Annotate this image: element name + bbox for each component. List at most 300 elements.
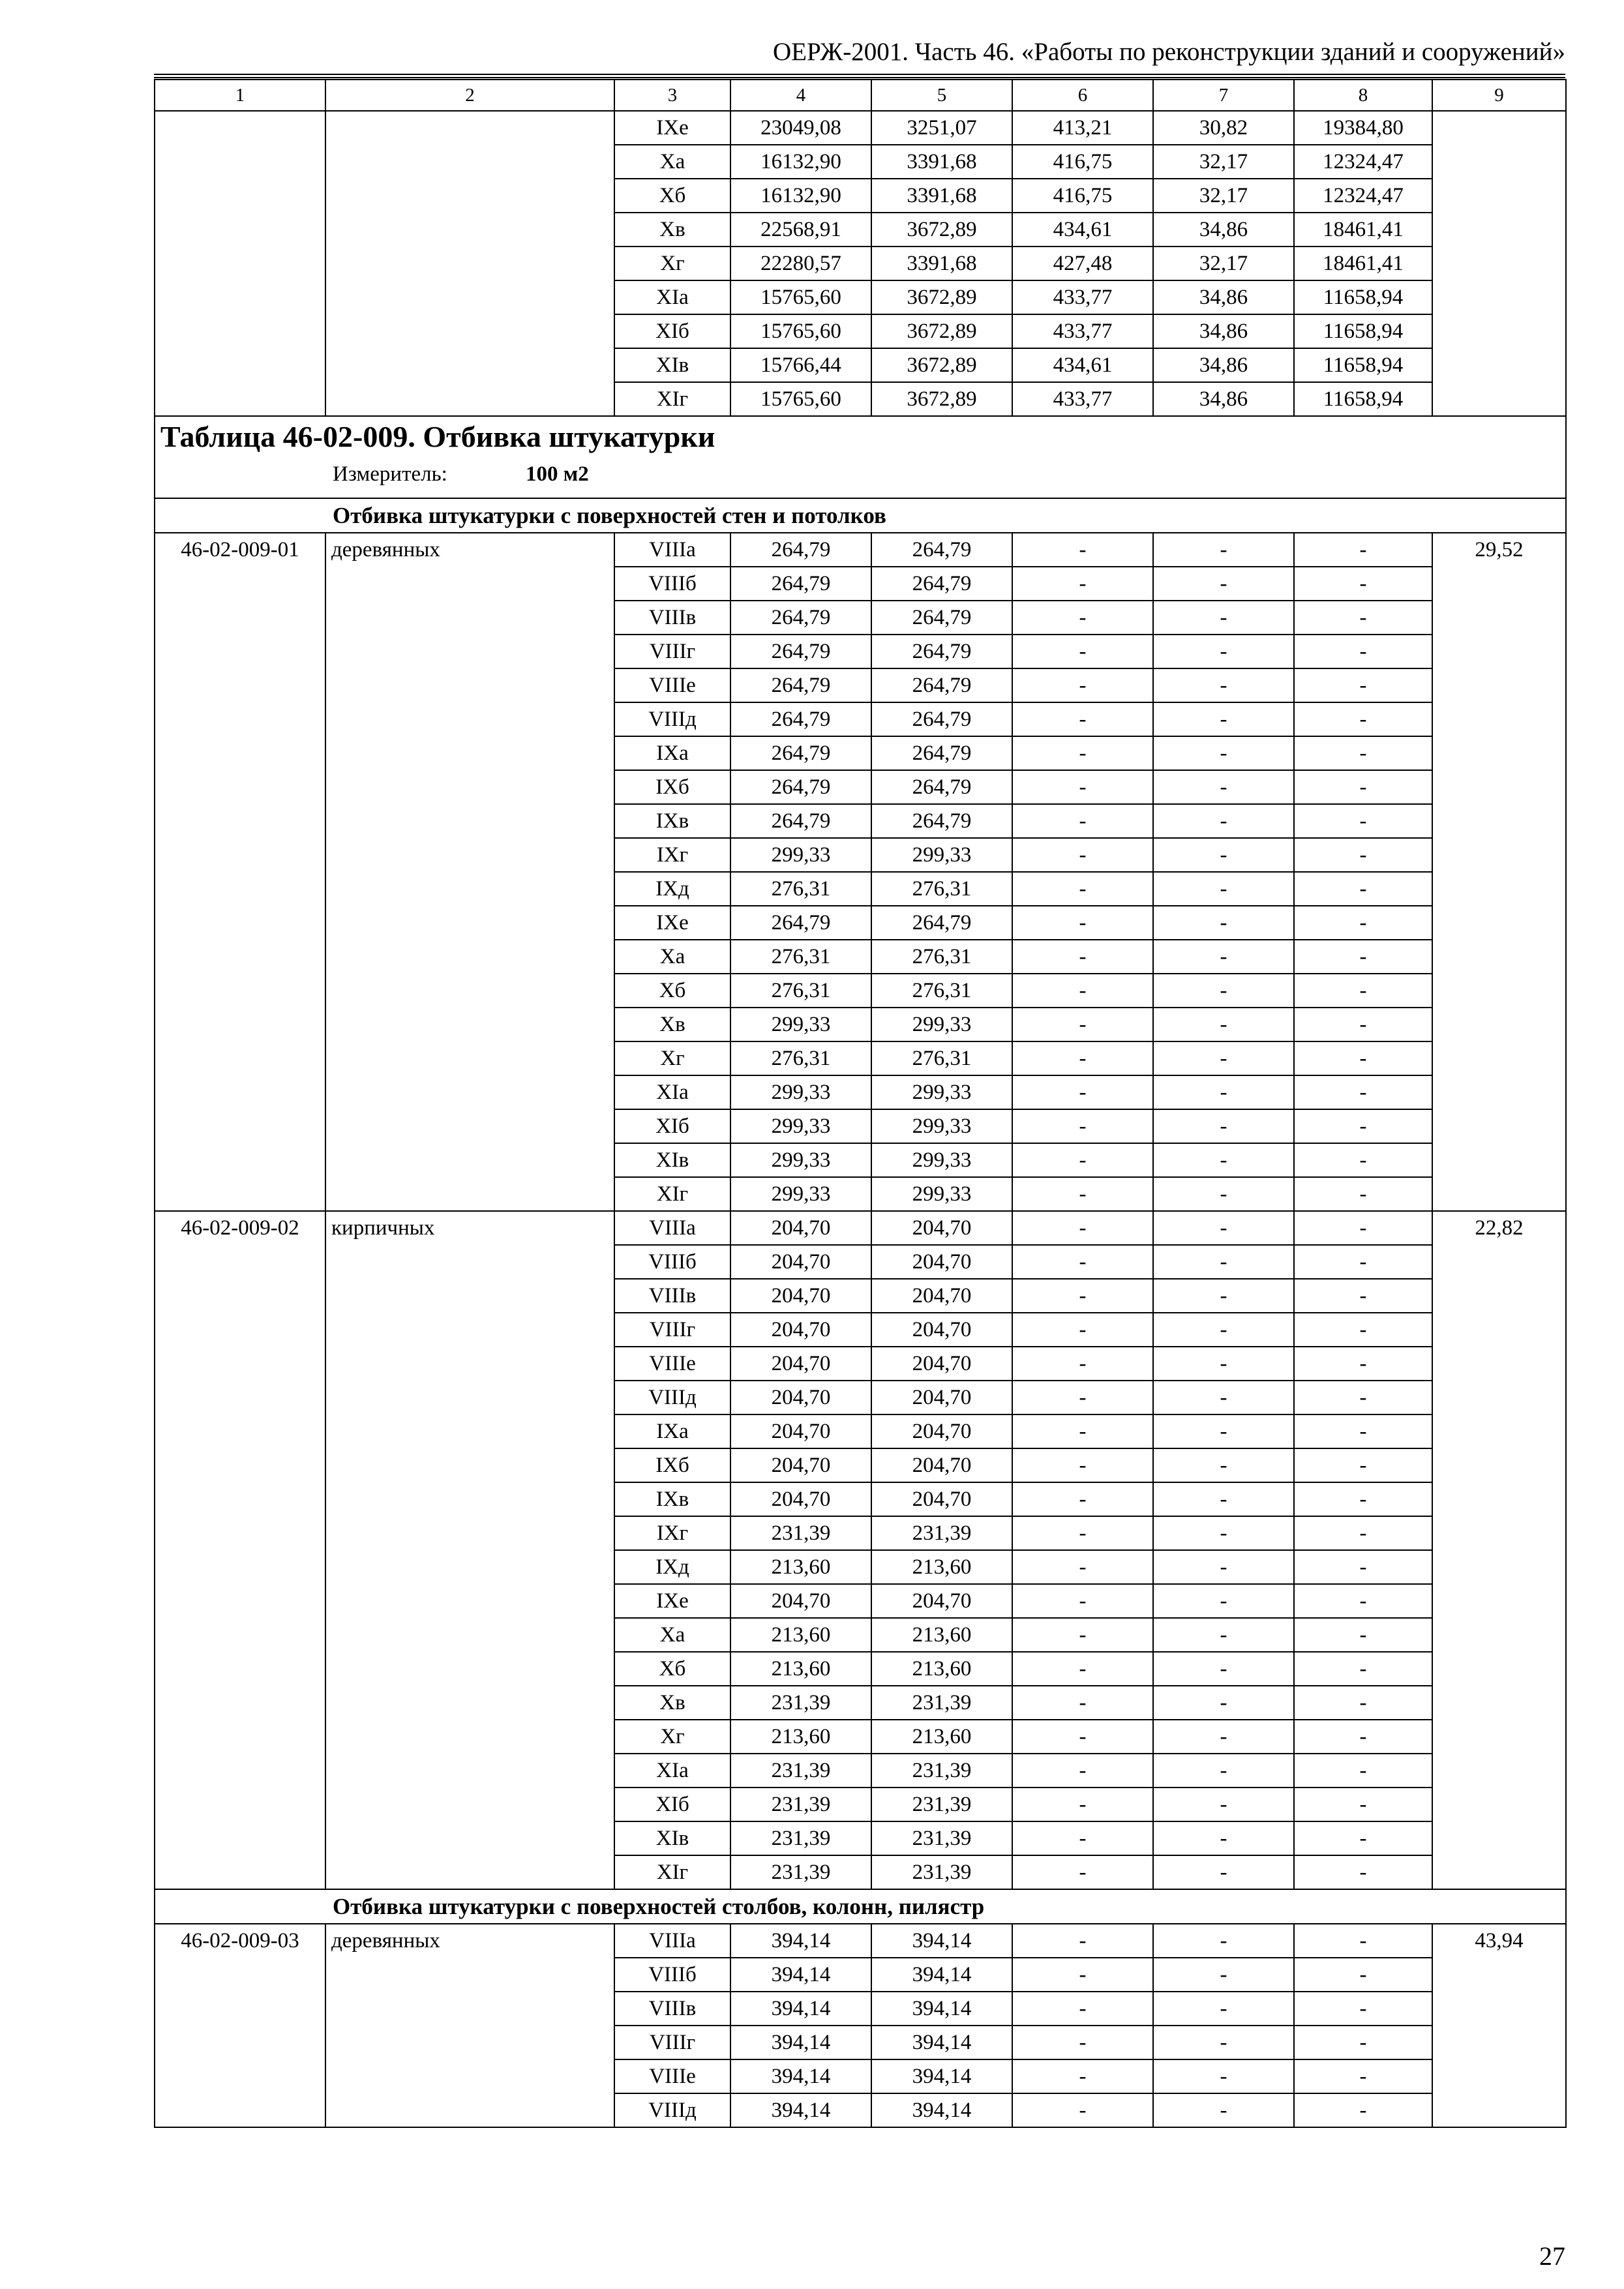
value-cell: - — [1294, 1381, 1432, 1414]
value-cell: - — [1294, 1686, 1432, 1720]
value-cell: 204,70 — [730, 1584, 871, 1618]
value-cell: - — [1012, 533, 1153, 567]
value-cell: - — [1153, 1788, 1294, 1821]
value-cell: - — [1153, 1584, 1294, 1618]
value-cell: - — [1294, 1754, 1432, 1788]
value-cell: 394,14 — [730, 2059, 871, 2093]
value-cell: - — [1012, 1347, 1153, 1381]
value-cell: 264,79 — [730, 533, 871, 567]
value-cell: - — [1012, 1008, 1153, 1041]
value-cell: 30,82 — [1153, 111, 1294, 145]
value-cell: - — [1153, 1720, 1294, 1754]
value-cell: VIIIд — [614, 2093, 730, 2127]
value-cell: 264,79 — [871, 702, 1012, 736]
value-cell: - — [1153, 1992, 1294, 2026]
value-cell: - — [1153, 1516, 1294, 1550]
value-cell: 3391,68 — [871, 179, 1012, 213]
value-cell: VIIIа — [614, 533, 730, 567]
value-cell: VIIIб — [614, 567, 730, 601]
value-cell: - — [1012, 1550, 1153, 1584]
value-cell: 204,70 — [871, 1313, 1012, 1347]
value-cell: 299,33 — [730, 838, 871, 872]
value-cell: 264,79 — [730, 702, 871, 736]
value-cell: - — [1294, 1855, 1432, 1889]
value-cell: 231,39 — [730, 1754, 871, 1788]
value-cell: 231,39 — [730, 1788, 871, 1821]
value-cell: Xв — [614, 1686, 730, 1720]
value-cell: - — [1012, 838, 1153, 872]
value-cell: IXг — [614, 838, 730, 872]
value-cell: - — [1012, 2059, 1153, 2093]
value-cell: - — [1153, 1075, 1294, 1109]
value-cell: 213,60 — [871, 1550, 1012, 1584]
value-cell: 213,60 — [871, 1618, 1012, 1652]
value-cell: IXв — [614, 1482, 730, 1516]
value-cell: 34,86 — [1153, 382, 1294, 416]
value-cell: - — [1012, 601, 1153, 635]
value-cell: IXе — [614, 1584, 730, 1618]
value-cell: 394,14 — [730, 1958, 871, 1992]
value-cell: - — [1012, 1754, 1153, 1788]
value-cell: 264,79 — [730, 601, 871, 635]
work-name-cell: деревянных — [325, 1924, 614, 2127]
value-cell: 204,70 — [730, 1414, 871, 1448]
value-cell: XIа — [614, 1075, 730, 1109]
value-cell: 213,60 — [730, 1550, 871, 1584]
value-cell: 19384,80 — [1294, 111, 1432, 145]
value-cell: 213,60 — [730, 1720, 871, 1754]
value-cell: - — [1153, 974, 1294, 1008]
section-heading: Отбивка штукатурки с поверхностей столбов, колонн, пилястр — [155, 1889, 1566, 1924]
value-cell: 264,79 — [871, 770, 1012, 804]
value-cell: VIIIе — [614, 1347, 730, 1381]
value-cell: VIIIа — [614, 1924, 730, 1958]
value-cell: - — [1294, 1992, 1432, 2026]
value-cell: - — [1012, 1992, 1153, 2026]
section-heading-row — [155, 1889, 1566, 1924]
value-cell: - — [1012, 1584, 1153, 1618]
value-cell: 264,79 — [871, 736, 1012, 770]
value-cell: - — [1294, 736, 1432, 770]
value-cell: - — [1153, 1143, 1294, 1177]
value-cell: 264,79 — [730, 736, 871, 770]
value-cell: - — [1294, 1075, 1432, 1109]
value-cell: - — [1153, 1821, 1294, 1855]
value-cell: 204,70 — [730, 1482, 871, 1516]
value-cell: IXв — [614, 804, 730, 838]
value-cell: 276,31 — [871, 940, 1012, 974]
value-cell: VIIIб — [614, 1958, 730, 1992]
value-cell: 204,70 — [730, 1347, 871, 1381]
value-cell: - — [1012, 1211, 1153, 1245]
value-cell: 264,79 — [871, 804, 1012, 838]
value-cell: - — [1153, 1958, 1294, 1992]
value-cell: 394,14 — [871, 2059, 1012, 2093]
value-cell: 204,70 — [730, 1279, 871, 1313]
value-cell: 264,79 — [871, 906, 1012, 940]
table-row — [155, 1924, 1566, 1958]
value-cell: - — [1153, 736, 1294, 770]
value-cell: - — [1294, 1245, 1432, 1279]
value-cell: 3672,89 — [871, 348, 1012, 382]
value-cell: 231,39 — [871, 1821, 1012, 1855]
value-cell: - — [1153, 1652, 1294, 1686]
value-cell: 213,60 — [730, 1652, 871, 1686]
value-cell: 3672,89 — [871, 280, 1012, 314]
value-cell: - — [1012, 804, 1153, 838]
value-cell: 231,39 — [871, 1754, 1012, 1788]
value-cell: 264,79 — [730, 804, 871, 838]
value-cell: VIIIа — [614, 1211, 730, 1245]
work-name-cell: деревянных — [325, 533, 614, 1211]
value-cell: - — [1153, 1686, 1294, 1720]
value-cell: 264,79 — [730, 668, 871, 702]
table-body — [155, 80, 1566, 2127]
value-cell: VIIIе — [614, 668, 730, 702]
value-cell: VIIIв — [614, 1279, 730, 1313]
value-cell: 204,70 — [730, 1381, 871, 1414]
value-cell: IXд — [614, 1550, 730, 1584]
value-cell: 3391,68 — [871, 145, 1012, 179]
page-number: 27 — [1539, 2241, 1565, 2271]
value-cell: - — [1153, 1855, 1294, 1889]
value-cell: 276,31 — [730, 940, 871, 974]
value-cell: 204,70 — [871, 1347, 1012, 1381]
value-cell: Xг — [614, 1041, 730, 1075]
value-cell: 264,79 — [871, 635, 1012, 668]
value-cell: 299,33 — [871, 1177, 1012, 1211]
value-cell: - — [1012, 2093, 1153, 2127]
value-cell: - — [1012, 770, 1153, 804]
total-cell — [1432, 111, 1566, 416]
value-cell: - — [1294, 1143, 1432, 1177]
value-cell: - — [1294, 1482, 1432, 1516]
table-row — [155, 111, 1566, 145]
value-cell: - — [1153, 1211, 1294, 1245]
value-cell: 299,33 — [730, 1177, 871, 1211]
value-cell: - — [1012, 1075, 1153, 1109]
value-cell: - — [1294, 1177, 1432, 1211]
value-cell: - — [1012, 1618, 1153, 1652]
rate-code-cell: 46-02-009-01 — [155, 533, 325, 1211]
value-cell: 11658,94 — [1294, 280, 1432, 314]
value-cell: - — [1294, 1720, 1432, 1754]
value-cell: Xв — [614, 213, 730, 247]
value-cell: XIг — [614, 1855, 730, 1889]
value-cell: - — [1012, 1313, 1153, 1347]
value-cell: - — [1294, 601, 1432, 635]
value-cell: 276,31 — [871, 872, 1012, 906]
value-cell: 276,31 — [871, 1041, 1012, 1075]
value-cell: - — [1153, 1754, 1294, 1788]
value-cell: - — [1012, 906, 1153, 940]
value-cell: XIа — [614, 280, 730, 314]
value-cell: - — [1153, 770, 1294, 804]
value-cell: IXб — [614, 1448, 730, 1482]
value-cell: XIв — [614, 348, 730, 382]
value-cell: 15766,44 — [730, 348, 871, 382]
value-cell: 276,31 — [871, 974, 1012, 1008]
column-number: 4 — [730, 80, 871, 111]
value-cell: - — [1012, 1482, 1153, 1516]
value-cell: 299,33 — [871, 1109, 1012, 1143]
value-cell: 231,39 — [730, 1516, 871, 1550]
value-cell: 32,17 — [1153, 247, 1294, 280]
measure-label: Измеритель: — [333, 462, 447, 486]
value-cell: - — [1294, 1041, 1432, 1075]
value-cell: 264,79 — [730, 567, 871, 601]
value-cell: 231,39 — [730, 1821, 871, 1855]
value-cell: - — [1294, 2093, 1432, 2127]
value-cell: - — [1294, 1550, 1432, 1584]
value-cell: - — [1012, 702, 1153, 736]
value-cell: 18461,41 — [1294, 213, 1432, 247]
value-cell: - — [1153, 2026, 1294, 2059]
value-cell: - — [1012, 1652, 1153, 1686]
value-cell: 299,33 — [871, 1075, 1012, 1109]
value-cell: - — [1294, 974, 1432, 1008]
value-cell: - — [1294, 1924, 1432, 1958]
total-cell: 22,82 — [1432, 1211, 1566, 1889]
table-row — [155, 1211, 1566, 1245]
value-cell: 264,79 — [871, 567, 1012, 601]
value-cell: VIIIг — [614, 1313, 730, 1347]
value-cell: - — [1012, 1381, 1153, 1414]
value-cell: - — [1294, 2059, 1432, 2093]
value-cell: 416,75 — [1012, 179, 1153, 213]
value-cell: VIIIг — [614, 635, 730, 668]
measure-line — [155, 457, 1565, 491]
value-cell: 204,70 — [871, 1279, 1012, 1313]
column-number: 9 — [1432, 80, 1566, 111]
value-cell: - — [1153, 702, 1294, 736]
value-cell: 32,17 — [1153, 179, 1294, 213]
value-cell: 264,79 — [871, 533, 1012, 567]
value-cell: - — [1012, 1109, 1153, 1143]
value-cell: Xа — [614, 940, 730, 974]
value-cell: - — [1012, 1821, 1153, 1855]
column-number: 5 — [871, 80, 1012, 111]
value-cell: 394,14 — [871, 2093, 1012, 2127]
value-cell: 394,14 — [730, 2026, 871, 2059]
table-title: Таблица 46-02-009. Отбивка штукатурки — [160, 420, 715, 453]
value-cell: - — [1153, 601, 1294, 635]
value-cell: - — [1153, 1041, 1294, 1075]
measure-value: 100 м2 — [526, 462, 589, 486]
value-cell: - — [1012, 1448, 1153, 1482]
value-cell: 204,70 — [871, 1211, 1012, 1245]
value-cell: - — [1294, 1448, 1432, 1482]
value-cell: 16132,90 — [730, 179, 871, 213]
value-cell: - — [1153, 906, 1294, 940]
rate-code-cell: 46-02-009-03 — [155, 1924, 325, 2127]
value-cell: - — [1012, 1958, 1153, 1992]
value-cell: IXа — [614, 736, 730, 770]
value-cell: IXг — [614, 1516, 730, 1550]
value-cell: 12324,47 — [1294, 179, 1432, 213]
value-cell: - — [1294, 1211, 1432, 1245]
value-cell: 264,79 — [730, 635, 871, 668]
column-number: 6 — [1012, 80, 1153, 111]
value-cell: 299,33 — [730, 1075, 871, 1109]
value-cell: 434,61 — [1012, 213, 1153, 247]
value-cell: - — [1294, 533, 1432, 567]
value-cell: - — [1012, 872, 1153, 906]
value-cell: - — [1153, 940, 1294, 974]
value-cell: - — [1012, 1788, 1153, 1821]
value-cell: 231,39 — [871, 1516, 1012, 1550]
value-cell: 34,86 — [1153, 280, 1294, 314]
value-cell: - — [1294, 770, 1432, 804]
value-cell: - — [1153, 1245, 1294, 1279]
value-cell: XIб — [614, 1788, 730, 1821]
value-cell: 394,14 — [871, 1958, 1012, 1992]
value-cell: - — [1294, 1347, 1432, 1381]
value-cell: 394,14 — [730, 2093, 871, 2127]
value-cell: Xа — [614, 1618, 730, 1652]
value-cell: - — [1153, 1618, 1294, 1652]
value-cell: - — [1012, 1855, 1153, 1889]
value-cell: - — [1153, 1347, 1294, 1381]
rate-code-cell: 46-02-009-02 — [155, 1211, 325, 1889]
value-cell: - — [1153, 533, 1294, 567]
value-cell: - — [1294, 872, 1432, 906]
value-cell: VIIIд — [614, 702, 730, 736]
value-cell: XIг — [614, 1177, 730, 1211]
value-cell: Xб — [614, 1652, 730, 1686]
value-cell: 394,14 — [871, 1924, 1012, 1958]
table-title-row — [155, 416, 1566, 498]
value-cell: - — [1153, 1550, 1294, 1584]
value-cell: - — [1294, 2026, 1432, 2059]
value-cell: - — [1153, 872, 1294, 906]
value-cell: 299,33 — [730, 1008, 871, 1041]
value-cell: 276,31 — [730, 974, 871, 1008]
value-cell: VIIIв — [614, 601, 730, 635]
value-cell: Xб — [614, 974, 730, 1008]
value-cell: 204,70 — [871, 1448, 1012, 1482]
value-cell: - — [1012, 635, 1153, 668]
value-cell: - — [1294, 567, 1432, 601]
running-header: ОЕРЖ-2001. Часть 46. «Работы по реконструкции зданий и сооружений» — [773, 38, 1565, 66]
value-cell: XIб — [614, 1109, 730, 1143]
value-cell: 213,60 — [871, 1720, 1012, 1754]
rates-table — [154, 79, 1567, 2128]
value-cell: 204,70 — [871, 1414, 1012, 1448]
value-cell: XIа — [614, 1754, 730, 1788]
value-cell: 3672,89 — [871, 314, 1012, 348]
value-cell: 299,33 — [730, 1109, 871, 1143]
value-cell: - — [1012, 974, 1153, 1008]
value-cell: - — [1294, 838, 1432, 872]
value-cell: 204,70 — [730, 1245, 871, 1279]
value-cell: - — [1294, 1618, 1432, 1652]
value-cell: - — [1294, 1414, 1432, 1448]
value-cell: - — [1012, 1143, 1153, 1177]
value-cell: - — [1012, 1245, 1153, 1279]
value-cell: 22568,91 — [730, 213, 871, 247]
value-cell: 11658,94 — [1294, 348, 1432, 382]
value-cell: - — [1294, 668, 1432, 702]
value-cell: - — [1012, 1686, 1153, 1720]
value-cell: - — [1012, 1516, 1153, 1550]
value-cell: Xг — [614, 247, 730, 280]
value-cell: 264,79 — [871, 668, 1012, 702]
value-cell: 394,14 — [871, 1992, 1012, 2026]
value-cell: - — [1153, 1008, 1294, 1041]
column-number: 3 — [614, 80, 730, 111]
value-cell: Xв — [614, 1008, 730, 1041]
value-cell: VIIIб — [614, 1245, 730, 1279]
rate-code-cell — [155, 111, 325, 416]
value-cell: - — [1153, 804, 1294, 838]
value-cell: - — [1153, 1109, 1294, 1143]
value-cell: XIг — [614, 382, 730, 416]
value-cell: - — [1012, 567, 1153, 601]
value-cell: 12324,47 — [1294, 145, 1432, 179]
column-number: 8 — [1294, 80, 1432, 111]
value-cell: - — [1012, 1720, 1153, 1754]
value-cell: 204,70 — [871, 1245, 1012, 1279]
value-cell: 231,39 — [730, 1855, 871, 1889]
value-cell: 15765,60 — [730, 314, 871, 348]
value-cell: - — [1012, 1279, 1153, 1313]
value-cell: IXе — [614, 906, 730, 940]
value-cell: 3391,68 — [871, 247, 1012, 280]
value-cell: - — [1012, 1041, 1153, 1075]
column-number: 2 — [325, 80, 614, 111]
value-cell: - — [1294, 635, 1432, 668]
value-cell: 231,39 — [871, 1686, 1012, 1720]
value-cell: 34,86 — [1153, 314, 1294, 348]
total-cell: 43,94 — [1432, 1924, 1566, 2127]
value-cell: Xг — [614, 1720, 730, 1754]
value-cell: - — [1294, 1279, 1432, 1313]
value-cell: 276,31 — [730, 1041, 871, 1075]
value-cell: 34,86 — [1153, 213, 1294, 247]
value-cell: - — [1294, 1821, 1432, 1855]
total-cell: 29,52 — [1432, 533, 1566, 1211]
value-cell: 264,79 — [871, 601, 1012, 635]
value-cell: 3672,89 — [871, 213, 1012, 247]
value-cell: - — [1153, 1448, 1294, 1482]
value-cell: - — [1012, 940, 1153, 974]
value-cell: 204,70 — [730, 1313, 871, 1347]
table-title-cell — [155, 416, 1566, 498]
value-cell: 433,77 — [1012, 382, 1153, 416]
value-cell: IXд — [614, 872, 730, 906]
value-cell: 433,77 — [1012, 280, 1153, 314]
value-cell: 34,86 — [1153, 348, 1294, 382]
value-cell: 15765,60 — [730, 280, 871, 314]
value-cell: Xб — [614, 179, 730, 213]
value-cell: 231,39 — [871, 1855, 1012, 1889]
value-cell: 427,48 — [1012, 247, 1153, 280]
value-cell: - — [1012, 1924, 1153, 1958]
column-number: 7 — [1153, 80, 1294, 111]
value-cell: - — [1153, 1313, 1294, 1347]
value-cell: 32,17 — [1153, 145, 1294, 179]
table-row — [155, 533, 1566, 567]
value-cell: - — [1153, 1482, 1294, 1516]
value-cell: 231,39 — [871, 1788, 1012, 1821]
value-cell: - — [1294, 804, 1432, 838]
value-cell: 16132,90 — [730, 145, 871, 179]
header-double-rule — [154, 74, 1565, 78]
value-cell: - — [1012, 2026, 1153, 2059]
value-cell: 299,33 — [871, 1143, 1012, 1177]
value-cell: 213,60 — [871, 1652, 1012, 1686]
